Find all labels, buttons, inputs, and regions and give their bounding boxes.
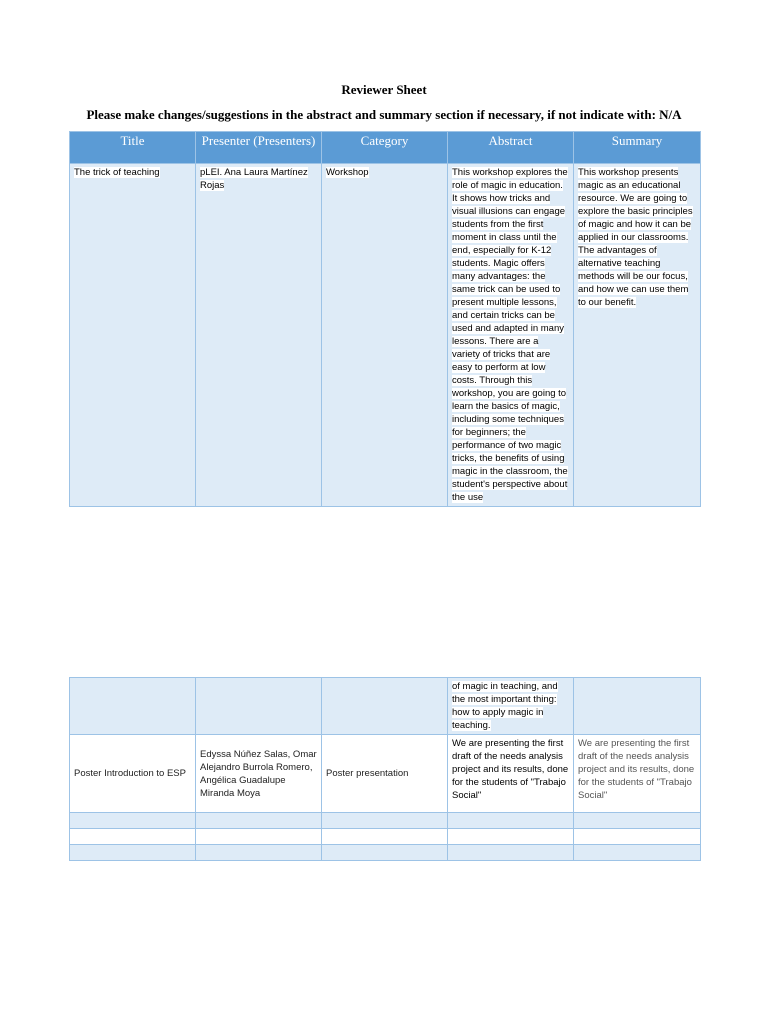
cell-abstract-text: of magic in teaching, and the most important thing: how to apply magic in teaching.: [452, 681, 558, 731]
cell-category[interactable]: Poster presentation: [322, 735, 448, 813]
cell-category[interactable]: [322, 164, 448, 507]
cell-empty[interactable]: [196, 813, 322, 829]
cell-title-text: The trick of teaching: [74, 167, 160, 178]
cell-category-text: Workshop: [326, 167, 369, 178]
cell-presenter-text: pLEI. Ana Laura Martínez Rojas: [200, 167, 308, 191]
cell-abstract[interactable]: We are presenting the first draft of the needs analysis project and its results, done for the students of "Trabajo Social": [448, 735, 574, 813]
cell-presenter[interactable]: [196, 164, 322, 507]
table-row: [70, 678, 701, 735]
cell-presenter[interactable]: [196, 678, 322, 735]
column-header-presenter: Presenter (Presenters): [196, 132, 322, 164]
reviewer-table-continued: [69, 677, 701, 861]
cell-empty[interactable]: [70, 845, 196, 861]
cell-empty[interactable]: [574, 813, 701, 829]
table-row: [70, 735, 701, 813]
instruction-text: Please make changes/suggestions in the abstract and summary section if necessary, if not indicate with: N/A: [86, 107, 682, 122]
table-header-row: [70, 132, 701, 164]
page-title: Reviewer Sheet: [341, 82, 427, 97]
cell-abstract[interactable]: [448, 678, 574, 735]
table-row: [70, 829, 701, 845]
cell-summary[interactable]: [574, 164, 701, 507]
cell-summary[interactable]: We are presenting the first draft of the needs analysis project and its results, done for the students of "Trabajo Social": [574, 735, 701, 813]
cell-empty[interactable]: [574, 845, 701, 861]
cell-empty[interactable]: [70, 813, 196, 829]
cell-abstract[interactable]: [448, 164, 574, 507]
cell-category[interactable]: [322, 678, 448, 735]
column-header-summary: Summary: [574, 132, 701, 164]
cell-empty[interactable]: [448, 813, 574, 829]
cell-empty[interactable]: [448, 845, 574, 861]
column-header-abstract: Abstract: [448, 132, 574, 164]
cell-empty[interactable]: [322, 829, 448, 845]
cell-empty[interactable]: [448, 829, 574, 845]
column-header-category: Category: [322, 132, 448, 164]
cell-title[interactable]: Poster Introduction to ESP: [70, 735, 196, 813]
cell-presenter[interactable]: Edyssa Núñez Salas, Omar Alejandro Burrola Romero, Angélica Guadalupe Miranda Moya: [196, 735, 322, 813]
cell-title[interactable]: [70, 678, 196, 735]
cell-empty[interactable]: [196, 845, 322, 861]
cell-summary-text: This workshop presents magic as an educational resource. We are going to explore the basic principles of magic and how it can be applied in our classrooms. The advantages of alternative teaching methods will be our focus, and how we can use them to our benefit.: [578, 167, 693, 308]
reviewer-table: [69, 131, 701, 507]
cell-empty[interactable]: [574, 829, 701, 845]
cell-empty[interactable]: [70, 829, 196, 845]
cell-empty[interactable]: [322, 845, 448, 861]
column-header-title: Title: [70, 132, 196, 164]
cell-title[interactable]: [70, 164, 196, 507]
cell-abstract-text: This workshop explores the role of magic in education. It shows how tricks and visual illusions can engage students from the first moment in class until the end, especially for K-12 students. Magic offers many advantages: the same trick can be used to present multiple lessons, and certain tricks can be used and adapted in many lessons. There are a variety of tricks that are easy to perform at low costs. Through this workshop, you are going to learn the basics of magic, including some techniques for beginners; the performance of two magic tricks, the benefits of using magic in the classroom, the student's perspective about the use: [452, 167, 568, 503]
table-row: [70, 813, 701, 829]
table-row: [70, 164, 701, 507]
cell-empty[interactable]: [322, 813, 448, 829]
table-row: [70, 845, 701, 861]
cell-summary[interactable]: [574, 678, 701, 735]
cell-empty[interactable]: [196, 829, 322, 845]
